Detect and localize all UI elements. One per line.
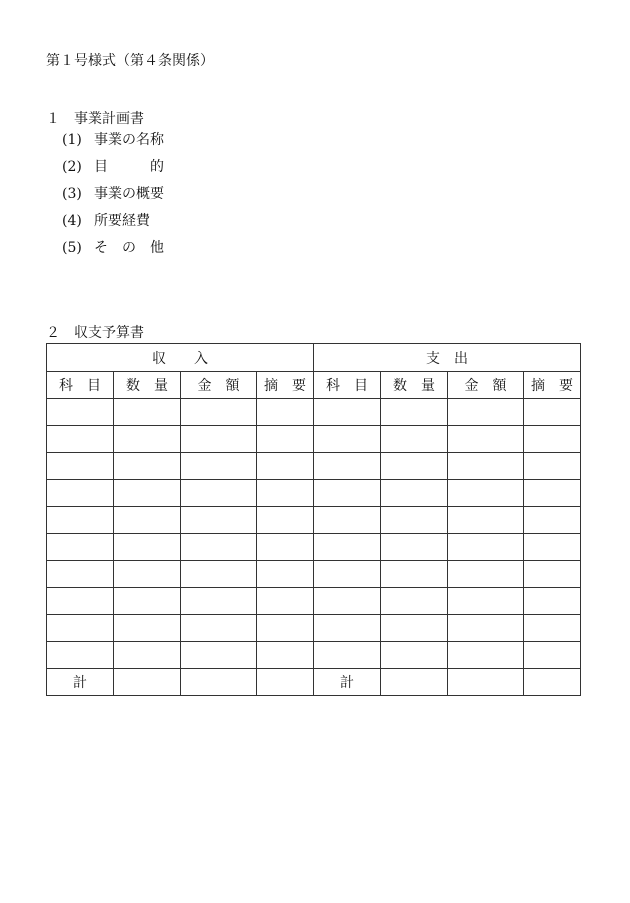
budget-cell[interactable]: [114, 453, 181, 480]
budget-cell[interactable]: [524, 534, 581, 561]
income-header: 収 入: [47, 344, 314, 372]
budget-cell[interactable]: [181, 399, 257, 426]
budget-cell[interactable]: [257, 561, 314, 588]
form-number: 第１号様式（第４条関係）: [46, 53, 214, 69]
budget-cell[interactable]: [524, 642, 581, 669]
budget-cell[interactable]: [314, 480, 381, 507]
budget-cell[interactable]: [524, 615, 581, 642]
budget-cell[interactable]: [181, 669, 257, 696]
budget-cell[interactable]: [257, 588, 314, 615]
budget-cell[interactable]: [114, 426, 181, 453]
budget-cell[interactable]: [448, 615, 524, 642]
budget-cell[interactable]: [181, 642, 257, 669]
budget-cell[interactable]: [181, 615, 257, 642]
budget-cell[interactable]: [47, 399, 114, 426]
budget-cell[interactable]: [448, 588, 524, 615]
budget-cell[interactable]: [314, 453, 381, 480]
budget-cell[interactable]: [381, 426, 448, 453]
budget-cell[interactable]: [257, 399, 314, 426]
plan-item-number: (5): [62, 240, 82, 256]
budget-cell[interactable]: [114, 561, 181, 588]
budget-row: [47, 426, 581, 453]
budget-cell[interactable]: [381, 642, 448, 669]
column-header: 科 目: [47, 372, 114, 399]
budget-cell[interactable]: [448, 426, 524, 453]
budget-row: [47, 480, 581, 507]
column-header: 金 額: [181, 372, 257, 399]
budget-cell[interactable]: [181, 480, 257, 507]
budget-cell[interactable]: [448, 534, 524, 561]
budget-cell[interactable]: [181, 588, 257, 615]
budget-cell[interactable]: [314, 399, 381, 426]
budget-cell[interactable]: [381, 669, 448, 696]
budget-body: [47, 399, 581, 696]
budget-cell[interactable]: [181, 426, 257, 453]
column-header: 数 量: [114, 372, 181, 399]
plan-item: [62, 238, 164, 265]
budget-cell[interactable]: [524, 561, 581, 588]
plan-item-number: (1): [62, 132, 82, 148]
budget-cell[interactable]: [257, 669, 314, 696]
budget-cell[interactable]: [47, 507, 114, 534]
section-plan-number: １: [46, 111, 60, 127]
budget-cell[interactable]: [381, 561, 448, 588]
budget-cell[interactable]: [448, 480, 524, 507]
expense-header: 支 出: [314, 344, 581, 372]
budget-cell[interactable]: [381, 399, 448, 426]
budget-row: [47, 615, 581, 642]
column-header: 科 目: [314, 372, 381, 399]
budget-cell[interactable]: [181, 561, 257, 588]
plan-item: [62, 184, 164, 211]
budget-cell[interactable]: [314, 588, 381, 615]
budget-cell[interactable]: [114, 588, 181, 615]
plan-item-label: 事業の名称: [94, 132, 164, 148]
budget-cell[interactable]: [257, 615, 314, 642]
budget-cell[interactable]: [257, 534, 314, 561]
budget-cell[interactable]: [524, 588, 581, 615]
budget-cell[interactable]: [181, 507, 257, 534]
budget-row: [47, 642, 581, 669]
budget-cell[interactable]: [114, 615, 181, 642]
budget-row: [47, 588, 581, 615]
budget-cell[interactable]: [47, 480, 114, 507]
plan-item: [62, 130, 164, 157]
plan-item-label: 所要経費: [94, 213, 150, 229]
budget-cell[interactable]: [47, 615, 114, 642]
budget-row: [47, 399, 581, 426]
budget-cell[interactable]: [524, 507, 581, 534]
expense-total-label: 計: [314, 669, 381, 696]
budget-cell[interactable]: [314, 426, 381, 453]
budget-row: [47, 561, 581, 588]
budget-cell[interactable]: [47, 534, 114, 561]
column-header: 数 量: [381, 372, 448, 399]
budget-cell[interactable]: [114, 507, 181, 534]
budget-cell[interactable]: [47, 642, 114, 669]
budget-total-row: [47, 669, 581, 696]
budget-row: [47, 534, 581, 561]
budget-cell[interactable]: [448, 399, 524, 426]
budget-cell[interactable]: [114, 480, 181, 507]
budget-cell[interactable]: [257, 453, 314, 480]
budget-cell[interactable]: [181, 453, 257, 480]
plan-item-number: (2): [62, 159, 82, 175]
budget-cell[interactable]: [381, 453, 448, 480]
column-header: 摘 要: [524, 372, 581, 399]
budget-cell[interactable]: [448, 561, 524, 588]
budget-cell[interactable]: [524, 480, 581, 507]
budget-row: [47, 453, 581, 480]
budget-cell[interactable]: [314, 615, 381, 642]
budget-cell[interactable]: [114, 399, 181, 426]
budget-cell[interactable]: [524, 426, 581, 453]
plan-item-list: [62, 130, 164, 265]
budget-cell[interactable]: [381, 534, 448, 561]
budget-cell[interactable]: [314, 561, 381, 588]
budget-cell[interactable]: [257, 480, 314, 507]
budget-cell[interactable]: [448, 642, 524, 669]
budget-cell[interactable]: [114, 669, 181, 696]
budget-cell[interactable]: [114, 534, 181, 561]
column-header: 金 額: [448, 372, 524, 399]
section-plan-heading: [46, 108, 144, 128]
budget-cell[interactable]: [47, 426, 114, 453]
plan-item-number: (4): [62, 213, 82, 229]
section-budget-number: ２: [46, 325, 60, 341]
budget-cell[interactable]: [314, 642, 381, 669]
budget-cell[interactable]: [47, 453, 114, 480]
plan-item: [62, 157, 164, 184]
budget-cell[interactable]: [381, 480, 448, 507]
budget-cell[interactable]: [381, 507, 448, 534]
budget-cell[interactable]: [524, 453, 581, 480]
section-budget-heading: [46, 322, 144, 342]
budget-cell[interactable]: [257, 507, 314, 534]
budget-cell[interactable]: [47, 561, 114, 588]
column-header: 摘 要: [257, 372, 314, 399]
budget-cell[interactable]: [257, 426, 314, 453]
plan-item: [62, 211, 164, 238]
budget-cell[interactable]: [181, 534, 257, 561]
budget-cell[interactable]: [448, 507, 524, 534]
plan-item-label: そ の 他: [94, 240, 164, 256]
budget-cell[interactable]: [314, 534, 381, 561]
budget-cell[interactable]: [47, 588, 114, 615]
plan-item-label: 目 的: [94, 159, 164, 175]
plan-item-number: (3): [62, 186, 82, 202]
budget-cell[interactable]: [114, 642, 181, 669]
budget-row: [47, 507, 581, 534]
budget-cell[interactable]: [314, 507, 381, 534]
budget-cell[interactable]: [524, 669, 581, 696]
budget-cell[interactable]: [257, 642, 314, 669]
budget-cell[interactable]: [524, 399, 581, 426]
budget-table: [46, 343, 581, 696]
section-plan-title: 事業計画書: [74, 111, 144, 127]
budget-cell[interactable]: [448, 453, 524, 480]
budget-cell[interactable]: [448, 669, 524, 696]
plan-item-label: 事業の概要: [94, 186, 164, 202]
budget-cell[interactable]: [381, 588, 448, 615]
section-budget-title: 収支予算書: [74, 325, 144, 341]
income-total-label: 計: [47, 669, 114, 696]
budget-cell[interactable]: [381, 615, 448, 642]
budget-column-header-row: [47, 372, 581, 399]
budget-group-header-row: [47, 344, 581, 372]
